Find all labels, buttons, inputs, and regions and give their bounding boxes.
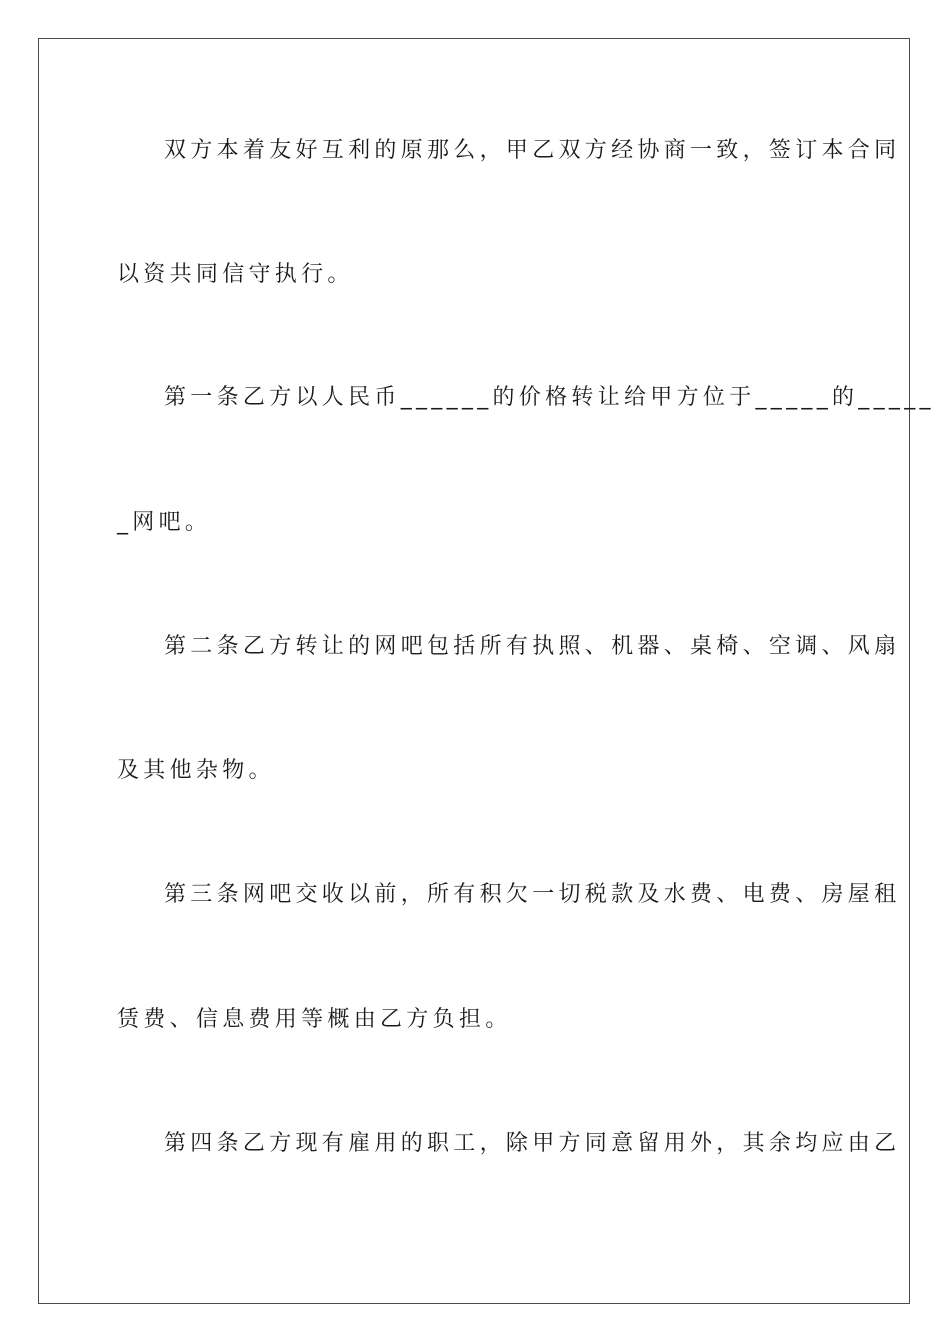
paragraph-1-line-2: 以资共同信守执行。 xyxy=(117,262,354,287)
article-3-line-2: 赁费、信息费用等概由乙方负担。 xyxy=(117,1007,512,1032)
article-1-line-1: 第一条乙方以人民币______的价格转让给甲方位于_____的_____ xyxy=(164,385,935,410)
article-4-line-1: 第四条乙方现有雇用的职工，除甲方同意留用外，其余均应由乙 xyxy=(164,1131,901,1156)
page-border xyxy=(38,38,935,1304)
article-2-line-1: 第二条乙方转让的网吧包括所有执照、机器、桌椅、空调、风扇 xyxy=(164,634,901,659)
article-1-line-2: _网吧。 xyxy=(117,510,212,535)
paragraph-1-line-1: 双方本着友好互利的原那么，甲乙双方经协商一致，签订本合同 xyxy=(164,138,901,163)
article-2-line-2: 及其他杂物。 xyxy=(117,758,275,783)
article-3-line-1: 第三条网吧交收以前，所有积欠一切税款及水费、电费、房屋租 xyxy=(164,882,901,907)
